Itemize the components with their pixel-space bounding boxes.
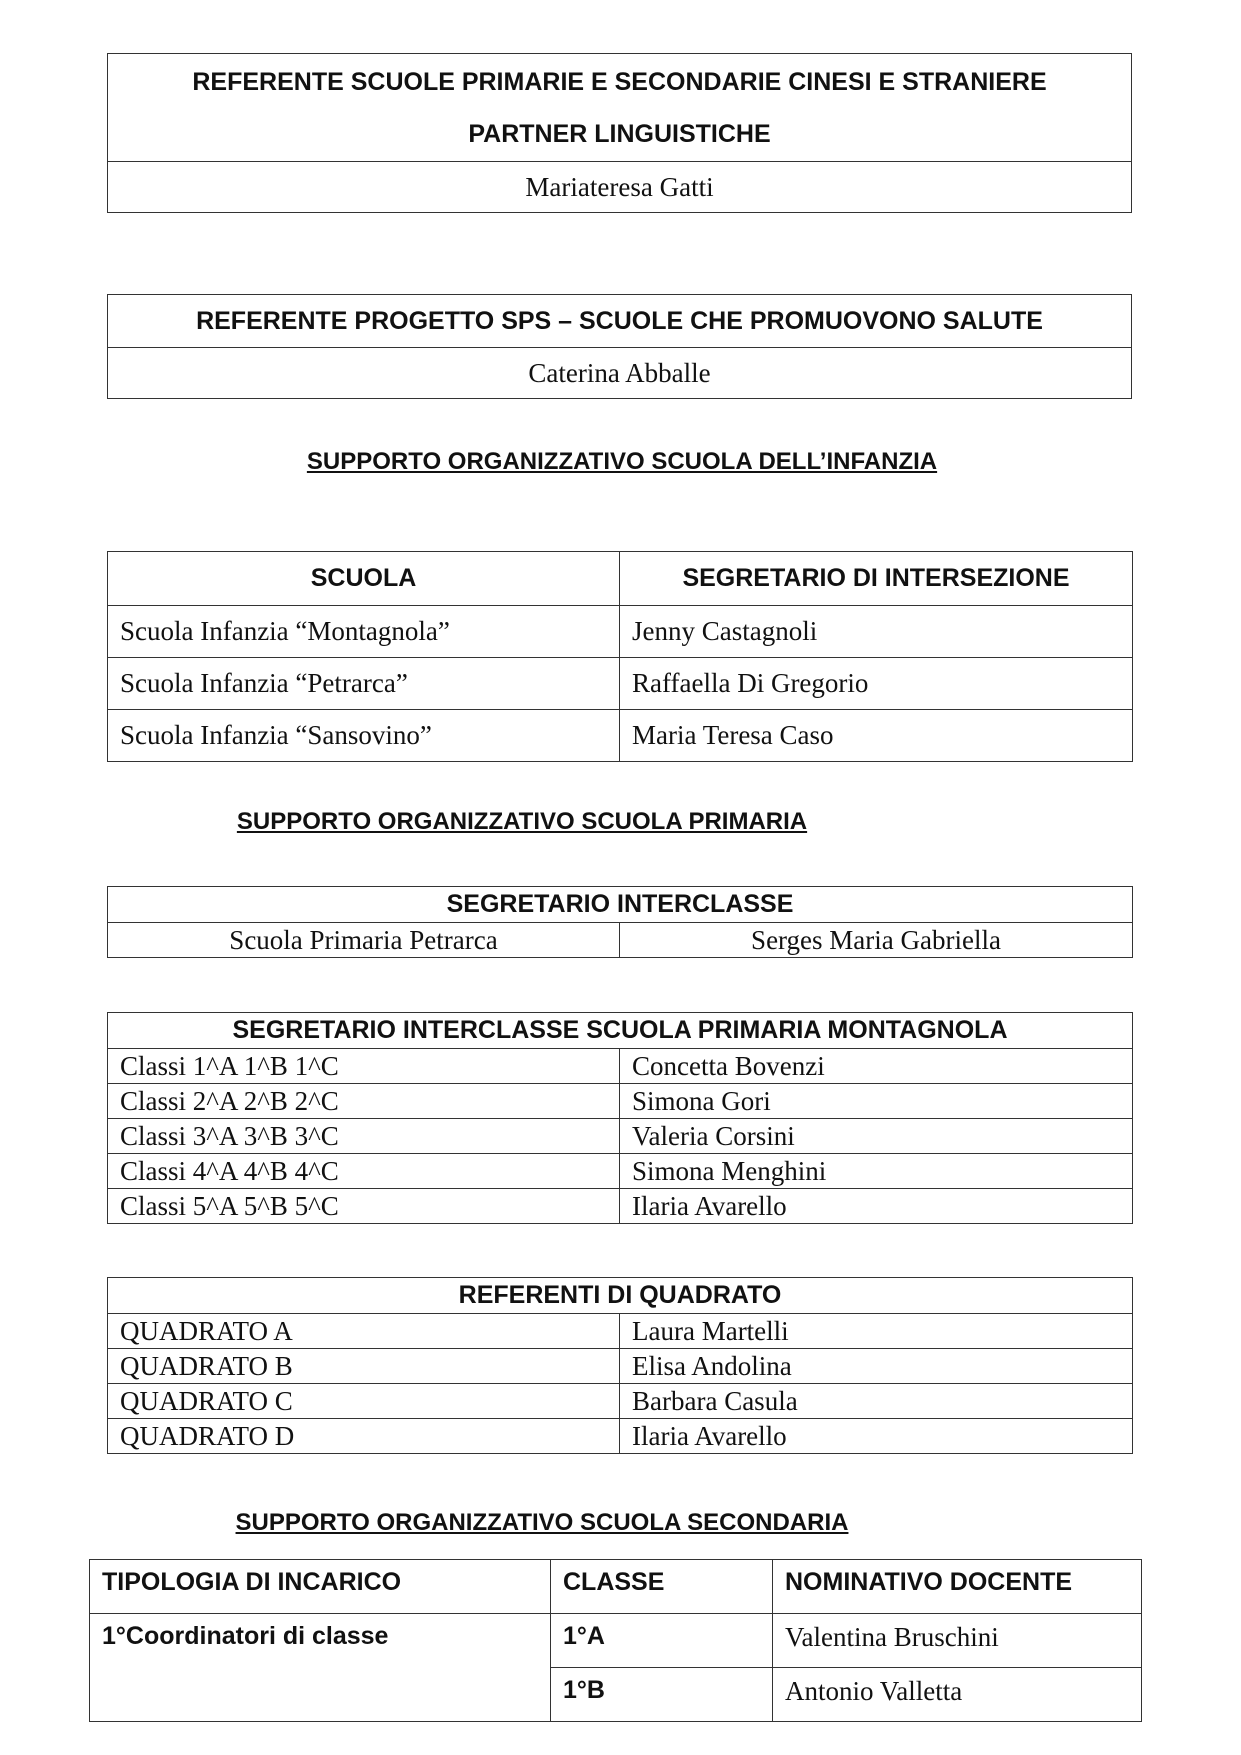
infanzia-school-cell: Scuola Infanzia “Montagnola” [108,606,620,658]
infanzia-col-secretary: SEGRETARIO DI INTERSEZIONE [620,552,1133,606]
infanzia-secretary-cell: Jenny Castagnoli [620,606,1133,658]
montagnola-table [107,1012,1133,1224]
partner-referent-title [108,54,1132,162]
secondaria-col-type: TIPOLOGIA DI INCARICO [90,1560,551,1614]
montagnola-classes-cell: Classi 5^A 5^B 5^C [108,1189,620,1224]
montagnola-classes-cell: Classi 4^A 4^B 4^C [108,1154,620,1189]
montagnola-classes-cell: Classi 3^A 3^B 3^C [108,1119,620,1154]
partner-referent-title-line1: REFERENTE SCUOLE PRIMARIE E SECONDARIE CINESI E STRANIERE [192,67,1047,96]
montagnola-name-cell: Concetta Bovenzi [620,1049,1133,1084]
infanzia-school-cell: Scuola Infanzia “Sansovino” [108,710,620,762]
montagnola-name-cell: Valeria Corsini [620,1119,1133,1154]
sps-referent-title: REFERENTE PROGETTO SPS – SCUOLE CHE PROMUOVONO SALUTE [108,295,1132,348]
quadrato-name-cell: Ilaria Avarello [620,1419,1133,1454]
montagnola-title: SEGRETARIO INTERCLASSE SCUOLA PRIMARIA MONTAGNOLA [108,1013,1133,1049]
infanzia-secretary-cell: Raffaella Di Gregorio [620,658,1133,710]
quadrato-label-cell: QUADRATO D [108,1419,620,1454]
quadrato-table [107,1277,1133,1454]
secondaria-col-class: CLASSE [551,1560,773,1614]
montagnola-name-cell: Simona Gori [620,1084,1133,1119]
partner-referent-table [107,53,1132,213]
quadrato-label-cell: QUADRATO A [108,1314,620,1349]
secondaria-col-teacher: NOMINATIVO DOCENTE [773,1560,1142,1614]
quadrato-name-cell: Elisa Andolina [620,1349,1133,1384]
interclasse-name: Serges Maria Gabriella [620,923,1133,958]
quadrato-name-cell: Laura Martelli [620,1314,1133,1349]
montagnola-classes-cell: Classi 1^A 1^B 1^C [108,1049,620,1084]
quadrato-name-cell: Barbara Casula [620,1384,1133,1419]
secondaria-teacher-cell: Valentina Bruschini [773,1614,1142,1668]
secondaria-teacher-cell: Antonio Valletta [773,1668,1142,1722]
sps-referent-table [107,294,1132,399]
secondaria-role-cell: 1°Coordinatori di classe [90,1614,551,1722]
quadrato-title: REFERENTI DI QUADRATO [108,1278,1133,1314]
secondaria-class-cell: 1°B [551,1668,773,1722]
montagnola-classes-cell: Classi 2^A 2^B 2^C [108,1084,620,1119]
partner-referent-name: Mariateresa Gatti [108,162,1132,213]
montagnola-name-cell: Ilaria Avarello [620,1189,1133,1224]
heading-secondaria: SUPPORTO ORGANIZZATIVO SCUOLA SECONDARIA [235,1509,849,1536]
secondaria-class-cell: 1°A [551,1614,773,1668]
heading-infanzia: SUPPORTO ORGANIZZATIVO SCUOLA DELL’INFANZIA [306,448,938,475]
secondaria-table [89,1559,1142,1722]
interclasse-title: SEGRETARIO INTERCLASSE [108,887,1133,923]
infanzia-secretary-cell: Maria Teresa Caso [620,710,1133,762]
interclasse-school: Scuola Primaria Petrarca [108,923,620,958]
infanzia-school-cell: Scuola Infanzia “Petrarca” [108,658,620,710]
infanzia-col-school: SCUOLA [108,552,620,606]
interclasse-table [107,886,1133,958]
sps-referent-name: Caterina Abballe [108,348,1132,399]
quadrato-label-cell: QUADRATO C [108,1384,620,1419]
heading-primaria: SUPPORTO ORGANIZZATIVO SCUOLA PRIMARIA [236,808,808,835]
partner-referent-title-line2: PARTNER LINGUISTICHE [468,119,771,148]
quadrato-label-cell: QUADRATO B [108,1349,620,1384]
infanzia-table [107,551,1133,762]
montagnola-name-cell: Simona Menghini [620,1154,1133,1189]
